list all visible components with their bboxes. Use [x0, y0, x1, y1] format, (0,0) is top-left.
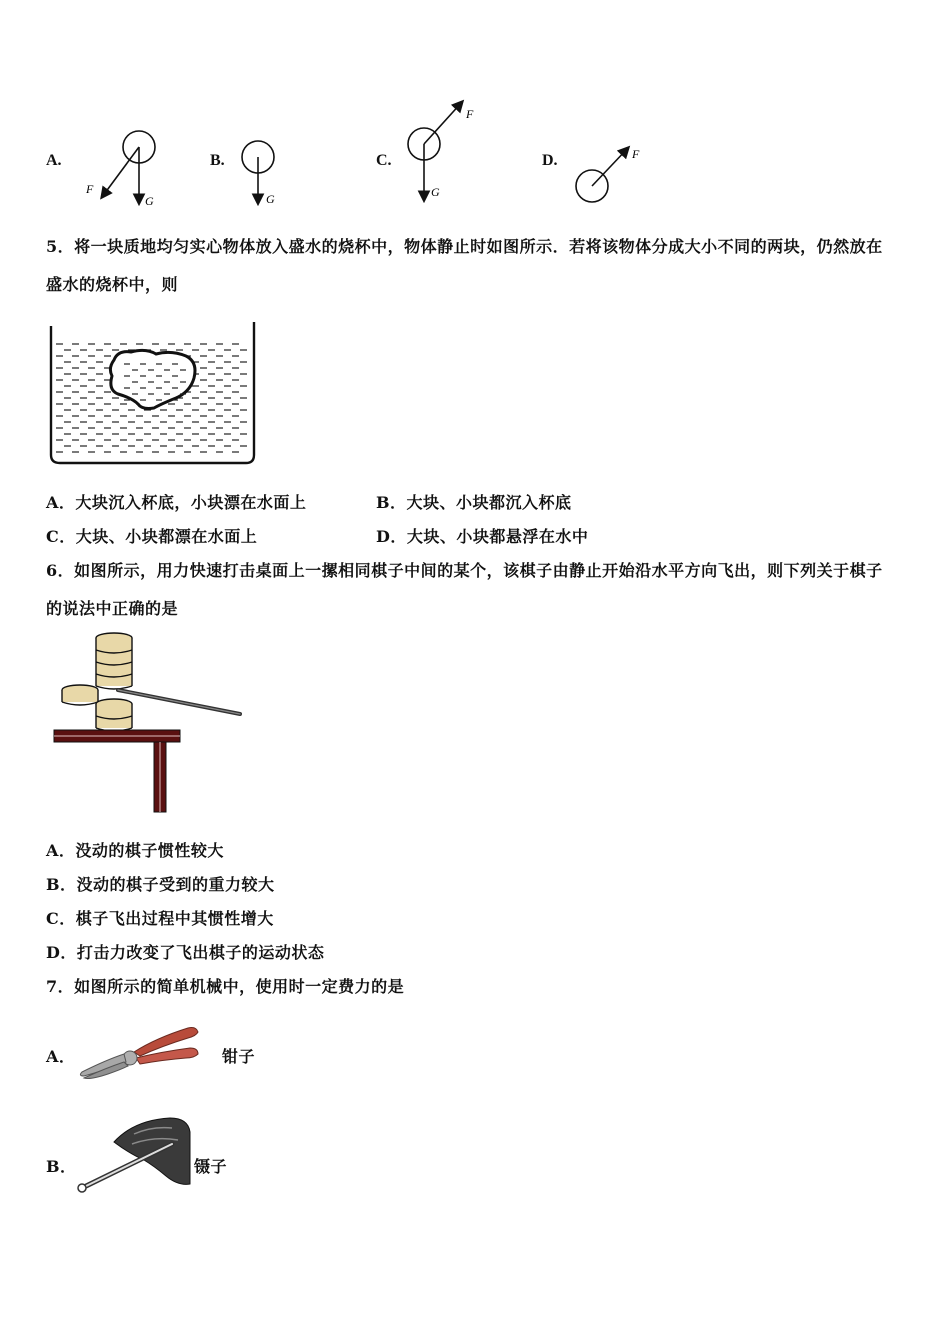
q7-option-b-letter: B． [46, 1157, 77, 1176]
q6-stem-line2: 的说法中正确的是 [46, 599, 179, 618]
force-label-g: G [431, 185, 440, 199]
q5-stem-line2: 盛水的烧杯中，则 [46, 275, 179, 294]
force-label-g: G [145, 194, 154, 208]
option-letter: C. [376, 152, 392, 169]
q4-diagram-c [398, 96, 488, 208]
tweezers-image [74, 1114, 196, 1198]
option-letter: A. [46, 152, 62, 169]
force-label-f: F [466, 107, 474, 121]
q5-stem-line1: 5．将一块质地均匀实心物体放入盛水的烧杯中，物体静止时如图所示．若将该物体分成大小不同的两块，仍然放在 [46, 237, 883, 256]
q4-option-b [210, 150, 225, 170]
q4-option-a [46, 150, 62, 170]
force-label-f: F [632, 147, 640, 161]
q6-stem-line1: 6．如图所示，用力快速打击桌面上一摞相同棋子中间的某个，该棋子由静止开始沿水平方向飞出，则下列关于棋子 [46, 561, 883, 580]
force-label-g: G [266, 192, 275, 206]
chess-stack-figure [50, 630, 250, 815]
beaker-figure [46, 320, 260, 468]
q6-option-a: A．没动的棋子惯性较大 [46, 841, 224, 860]
q4-option-d [542, 150, 558, 170]
q7-option-b-label: 镊子 [194, 1157, 228, 1176]
q7-stem: 7．如图所示的简单机械中，使用时一定费力的是 [46, 977, 405, 996]
q6-option-b: B．没动的棋子受到的重力较大 [46, 875, 275, 894]
q5-option-c: C．大块、小块都漂在水面上 [46, 527, 258, 546]
q7-option-a-label: 钳子 [222, 1047, 256, 1066]
pliers-image [76, 1022, 204, 1084]
q5-option-b: B．大块、小块都沉入杯底 [376, 493, 572, 512]
q4-diagram-b [230, 135, 290, 210]
q5-option-a: A．大块沉入杯底，小块漂在水面上 [46, 493, 307, 512]
option-letter: D. [542, 152, 558, 169]
q4-option-c [376, 150, 392, 170]
q6-option-d: D．打击力改变了飞出棋子的运动状态 [46, 943, 325, 962]
q4-diagram-a [78, 125, 168, 210]
q7-option-a-letter: A． [46, 1047, 76, 1066]
option-letter: B. [210, 152, 225, 169]
q5-option-d: D．大块、小块都悬浮在水中 [376, 527, 589, 546]
q4-diagram-d [568, 140, 648, 210]
q6-option-c: C．棋子飞出过程中其惯性增大 [46, 909, 274, 928]
force-label-f: F [86, 182, 94, 196]
